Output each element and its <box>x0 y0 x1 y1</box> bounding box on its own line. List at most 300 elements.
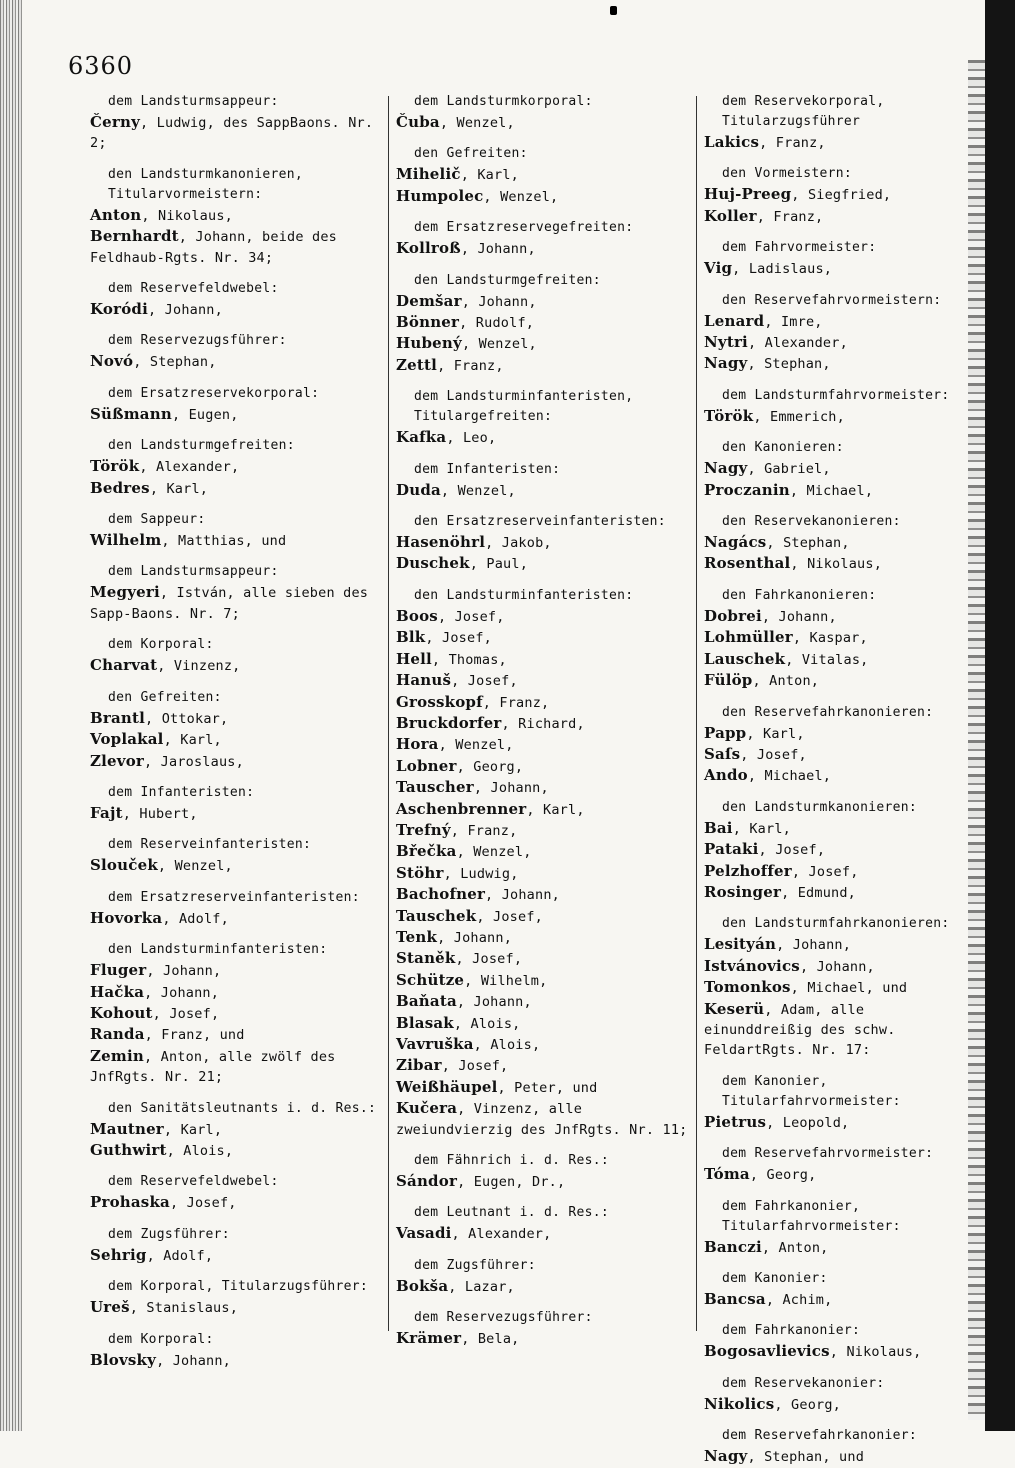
surname: Vavruška <box>396 1035 474 1053</box>
given-name: , Alois, <box>473 1037 541 1053</box>
surname: Bokša <box>396 1276 449 1295</box>
surname: Hasenöhrl <box>396 533 486 552</box>
surname: Duschek <box>396 554 470 573</box>
rank-heading: dem Sappeur: <box>108 512 206 528</box>
surname: Nagy <box>704 354 748 373</box>
name-entry <box>704 882 972 903</box>
rank-heading: dem Ersatzreservekorporal: <box>108 385 320 401</box>
surname: Dobrei <box>704 606 762 625</box>
given-name: , Johann, <box>460 241 536 258</box>
name-entry <box>90 112 382 154</box>
surname: Brantl <box>90 708 146 727</box>
given-name: , Wenzel, <box>461 336 537 353</box>
name-entry <box>396 1276 688 1297</box>
name-entry <box>704 934 972 955</box>
rank-heading: den Reservekanonieren: <box>722 514 901 530</box>
name-entry <box>396 1013 688 1034</box>
name-entry <box>90 404 382 425</box>
surname: Nagy <box>704 1447 748 1466</box>
surname: Hell <box>396 649 432 668</box>
name-entry <box>704 1446 972 1467</box>
given-name: , Stephan, <box>766 535 850 552</box>
given-name: , Alois, <box>453 1015 521 1032</box>
given-name: , Wenzel, <box>456 844 532 861</box>
rank-heading: dem Infanteristen: <box>108 784 255 800</box>
given-name: , Josef, <box>451 673 518 690</box>
name-entry <box>396 355 688 376</box>
name-entry <box>396 692 688 713</box>
name-entry <box>704 480 972 501</box>
surname: Bai <box>704 818 733 837</box>
surname: Charvat <box>90 656 158 675</box>
name-entry <box>704 861 972 882</box>
name-entry <box>396 884 688 905</box>
name-entry <box>396 1077 688 1098</box>
given-name: , Jakob, <box>485 535 552 552</box>
surname: Schütze <box>396 970 465 989</box>
given-name: , Johann, <box>156 1352 232 1369</box>
surname: Hubený <box>396 334 462 353</box>
name-entry <box>90 960 382 981</box>
rank-heading: den Landsturmgefreiten: <box>108 438 295 454</box>
given-name: , Nikolaus, <box>141 207 233 224</box>
given-name: , Karl, <box>163 732 222 749</box>
name-entry <box>396 906 688 927</box>
name-entry <box>704 818 972 839</box>
name-entry <box>704 258 972 279</box>
given-name: , Siegfried, <box>791 187 892 204</box>
given-name: , Michael, und <box>790 980 908 997</box>
surname: Proczanin <box>704 480 790 499</box>
name-entry <box>396 670 688 691</box>
name-entry <box>396 427 688 448</box>
given-name: , Karl, <box>746 725 805 742</box>
rank-heading: dem Landsturmsappeur: <box>108 94 279 109</box>
given-name: , István, alle sieben des Sapp-Baons. Nr. 7; <box>90 585 369 622</box>
given-name: , Georg, <box>774 1396 842 1413</box>
name-entry <box>704 311 972 332</box>
name-entry <box>90 351 382 372</box>
surname: Hora <box>396 735 439 754</box>
name-entry <box>704 627 972 648</box>
given-name: , Lazar, <box>448 1278 515 1295</box>
surname: Grosskopf <box>396 692 483 711</box>
surname: Nikolics <box>704 1394 775 1413</box>
name-entry <box>396 480 688 501</box>
surname: Tenk <box>396 927 438 946</box>
surname: Lesityán <box>704 935 777 954</box>
rank-heading: den Landsturmkanonieren: <box>722 799 918 815</box>
given-name: , Anton, alle zwölf des JnfRgts. Nr. 21; <box>90 1048 336 1086</box>
name-entry <box>90 1046 382 1088</box>
scan-left-edge <box>0 0 22 1431</box>
given-name: , Franz, und <box>144 1027 245 1044</box>
given-name: , Ludwig, des SappBaons. Nr. 2; <box>90 115 374 152</box>
given-name: , Josef, <box>169 1195 237 1212</box>
rank-heading: den Fahrkanonieren: <box>722 587 877 603</box>
surname: Lohmüller <box>704 628 793 647</box>
ink-mark <box>610 6 617 15</box>
rank-heading: den Landsturmgefreiten: <box>414 272 601 288</box>
name-entry <box>396 756 688 777</box>
given-name: , Vinzenz, alle zweiundvierzig des JnfRgts. Nr. 11; <box>396 1101 688 1138</box>
given-name: , Georg, <box>749 1167 817 1184</box>
name-entry <box>396 627 688 648</box>
given-name: , Leopold, <box>766 1114 850 1131</box>
given-name: , Josef, <box>791 863 859 880</box>
name-entry <box>90 855 382 876</box>
name-entry <box>90 1140 382 1161</box>
given-name: , Wilhelm, <box>464 972 548 989</box>
rank-heading: den Gefreiten: <box>414 146 528 162</box>
surname: Nagy <box>704 459 748 478</box>
rank-heading: dem Reservezugsführer: <box>414 1310 593 1326</box>
given-name: , Franz, <box>759 135 826 151</box>
surname: Lakics <box>704 133 760 151</box>
surname: Kafka <box>396 428 447 447</box>
given-name: , Josef, <box>441 1058 509 1075</box>
given-name: , Franz, <box>450 822 518 839</box>
given-name: , Thomas, <box>431 651 507 668</box>
given-name: , Michael, <box>747 768 832 785</box>
given-name: , Franz, <box>482 694 550 711</box>
rank-heading: den Landsturmfahrkanonieren: <box>722 916 950 932</box>
name-entry <box>396 799 688 820</box>
column-rule <box>388 96 389 1331</box>
given-name: , Adolf, <box>146 1247 214 1264</box>
name-entry <box>704 723 972 744</box>
surname: Zemin <box>90 1046 144 1065</box>
name-entry <box>704 1112 972 1133</box>
name-entry <box>90 478 382 499</box>
given-name: , Wenzel, <box>438 737 514 754</box>
name-entry <box>704 1164 972 1185</box>
surname: Čuba <box>396 113 440 131</box>
name-entry <box>704 1341 972 1362</box>
name-entry <box>396 1098 688 1140</box>
rank-heading: dem Korporal: <box>108 1331 214 1347</box>
text-column-1 <box>90 92 382 1371</box>
surname: Tauscher <box>396 778 474 797</box>
surname: Boos <box>396 606 438 625</box>
surname: Megyeri <box>90 583 160 602</box>
given-name: , Johann, <box>148 302 223 319</box>
name-entry <box>90 982 382 1003</box>
name-entry <box>90 530 382 551</box>
given-name: , Stanislaus, <box>129 1300 239 1317</box>
given-name: , Karl, <box>526 801 585 818</box>
surname: Vig <box>704 259 733 278</box>
given-name: , Johann, <box>485 887 560 904</box>
name-entry <box>396 333 688 354</box>
name-entry <box>90 1192 382 1213</box>
scan-right-edge <box>985 0 1015 1431</box>
name-entry <box>396 841 688 862</box>
surname: Bachofner <box>396 885 486 904</box>
name-entry <box>704 553 972 574</box>
name-entry <box>90 751 382 772</box>
surname: Saſs <box>704 744 741 763</box>
name-entry <box>90 708 382 729</box>
name-entry <box>90 908 382 929</box>
name-entry <box>396 112 688 133</box>
rank-heading: den Vormeistern: <box>722 166 853 182</box>
surname: Guthwirt <box>90 1140 167 1159</box>
given-name: , Eugen, Dr., <box>457 1174 566 1191</box>
name-entry <box>704 839 972 860</box>
surname: Stöhr <box>396 863 444 882</box>
rank-heading: dem Landsturmkorporal: <box>414 94 593 109</box>
given-name: , Adolf, <box>162 910 229 927</box>
rank-heading: dem Kanonier: <box>722 1271 828 1286</box>
surname: Pelzhoffer <box>704 861 792 880</box>
given-name: , Imre, <box>764 313 823 330</box>
name-entry <box>704 670 972 691</box>
surname: Zettl <box>396 355 438 374</box>
surname: Kučera <box>396 1099 458 1118</box>
given-name: , Stephan, und <box>747 1449 865 1466</box>
surname: Černy <box>90 113 141 131</box>
surname: Aschenbrenner <box>396 799 527 818</box>
surname: Hanuš <box>396 671 452 690</box>
given-name: , Rudolf, <box>459 315 535 332</box>
name-entry <box>704 1237 972 1258</box>
surname: Bruckdorfer <box>396 713 502 732</box>
name-entry <box>90 582 382 624</box>
surname: Koller <box>704 206 757 225</box>
given-name: , Josef, <box>455 951 523 968</box>
surname: Vasadi <box>396 1224 452 1243</box>
name-entry <box>396 291 688 312</box>
surname: Török <box>704 406 754 425</box>
page-number: 6360 <box>68 52 134 80</box>
surname: Sándor <box>396 1172 458 1191</box>
given-name: , Josef, <box>425 630 492 647</box>
name-entry <box>396 532 688 553</box>
name-entry <box>704 406 972 427</box>
surname: Demšar <box>396 291 462 310</box>
name-entry <box>396 238 688 259</box>
given-name: , Eugen, <box>171 406 239 423</box>
given-name: , Josef, <box>758 842 826 859</box>
given-name: , Anton, <box>752 673 820 690</box>
name-entry <box>396 606 688 627</box>
given-name: , Nikolaus, <box>829 1344 922 1361</box>
text-column-3 <box>704 92 972 1468</box>
surname: Tauschek <box>396 906 477 925</box>
given-name: , Johann, <box>776 937 852 954</box>
surname: Bedres <box>90 478 150 497</box>
given-name: , Wenzel, <box>440 482 516 499</box>
rank-heading: den Kanonieren: <box>722 440 844 456</box>
given-name: , Wenzel, <box>483 188 559 205</box>
surname: Pataki <box>704 840 759 859</box>
rank-heading: dem Fahrkanonier: <box>722 1323 861 1339</box>
given-name: , Matthias, und <box>161 533 287 550</box>
surname: Blasak <box>396 1013 454 1032</box>
rank-heading: dem Kanonier, Titularfahrvormeister: <box>722 1073 901 1109</box>
name-entry <box>704 744 972 765</box>
surname: Ando <box>704 766 748 785</box>
rank-heading: dem Korporal: <box>108 637 214 653</box>
name-entry <box>90 456 382 477</box>
given-name: , Emmerich, <box>753 408 845 425</box>
name-entry <box>704 956 972 977</box>
given-name: , Ottokar, <box>145 710 229 727</box>
surname: Lenard <box>704 311 765 330</box>
name-entry <box>396 863 688 884</box>
given-name: , Johann, <box>144 984 220 1001</box>
name-entry <box>396 164 688 185</box>
name-entry <box>396 1034 688 1055</box>
name-entry <box>704 184 972 205</box>
given-name: , Karl, <box>149 480 209 497</box>
given-name: , Franz, <box>756 208 824 225</box>
given-name: , Alois, <box>166 1142 234 1159</box>
surname: Mautner <box>90 1119 164 1138</box>
name-entry <box>90 226 382 268</box>
rank-heading: dem Fahrvormeister: <box>722 240 877 256</box>
name-entry <box>396 1171 688 1192</box>
surname: Keserü <box>704 999 765 1018</box>
given-name: , Johann, <box>761 608 837 625</box>
rank-heading: den Sanitätsleutnants i. d. Res.: <box>108 1100 377 1116</box>
rank-heading: dem Reservefahrvormeister: <box>722 1146 934 1162</box>
rank-heading: dem Reservefahrkanonier: <box>722 1428 918 1444</box>
name-entry <box>396 649 688 670</box>
surname: Koródi <box>90 300 149 319</box>
surname: Kollroß <box>396 239 461 258</box>
given-name: , Johann, <box>799 958 875 975</box>
surname: Lobner <box>396 756 457 775</box>
name-entry <box>90 1003 382 1024</box>
name-entry <box>396 970 688 991</box>
surname: Weißhäupel <box>396 1077 498 1096</box>
rank-heading: den Reservefahrkanonieren: <box>722 704 934 720</box>
name-entry <box>90 299 382 320</box>
given-name: , Peter, und <box>497 1079 598 1096</box>
rank-heading: dem Reservefeldwebel: <box>108 281 279 297</box>
rank-heading: den Reservefahrvormeistern: <box>722 292 942 308</box>
given-name: , Stephan, <box>133 354 217 371</box>
rank-heading: dem Reservekorporal, Titularzugsführer <box>722 94 885 129</box>
rank-heading: dem Zugsführer: <box>108 1226 230 1242</box>
name-entry <box>396 312 688 333</box>
surname: Zlevor <box>90 751 145 770</box>
given-name: , Stephan, <box>747 356 831 373</box>
surname: Papp <box>704 723 747 742</box>
rank-heading: dem Fähnrich i. d. Res.: <box>414 1153 610 1169</box>
name-entry <box>704 458 972 479</box>
surname: Sehrig <box>90 1245 147 1264</box>
name-entry <box>704 606 972 627</box>
surname: Randa <box>90 1025 145 1044</box>
surname: Blovsky <box>90 1350 157 1369</box>
surname: Staněk <box>396 949 456 968</box>
rank-heading: dem Landsturminfanteristen, Titulargefreiten: <box>414 389 634 425</box>
surname: Rosenthal <box>704 554 791 573</box>
given-name: , Richard, <box>501 715 585 732</box>
name-entry <box>396 186 688 207</box>
surname: Kohout <box>90 1003 153 1022</box>
surname: Wilhelm <box>90 531 162 550</box>
surname: Bancsa <box>704 1290 766 1308</box>
surname: Blk <box>396 628 426 647</box>
surname: Bönner <box>396 313 460 332</box>
name-entry <box>704 765 972 786</box>
surname: Pietrus <box>704 1112 767 1131</box>
name-entry <box>90 205 382 226</box>
surname: Trefný <box>396 820 451 839</box>
name-entry <box>396 734 688 755</box>
name-entry <box>396 991 688 1012</box>
rank-heading: dem Leutnant i. d. Res.: <box>414 1205 610 1221</box>
rank-heading: dem Reservekanonier: <box>722 1375 885 1391</box>
surname: Török <box>90 457 140 476</box>
given-name: , Johann, <box>456 994 532 1011</box>
name-entry <box>704 206 972 227</box>
surname: Ureš <box>90 1298 130 1317</box>
rank-heading: den Landsturminfanteristen: <box>108 942 328 958</box>
given-name: , Johann, <box>437 929 513 946</box>
given-name: , Bela, <box>461 1331 520 1348</box>
name-entry <box>396 820 688 841</box>
rank-heading: dem Landsturmsappeur: <box>108 564 279 580</box>
name-entry <box>396 927 688 948</box>
surname: Tomonkos <box>704 978 791 997</box>
name-entry <box>704 999 972 1061</box>
name-entry <box>396 948 688 969</box>
name-entry <box>90 1245 382 1266</box>
surname: Nytri <box>704 333 748 352</box>
name-entry <box>396 713 688 734</box>
rank-heading: den Landsturminfanteristen: <box>414 587 634 603</box>
surname: Bernhardt <box>90 227 179 246</box>
given-name: , Jaroslaus, <box>144 753 244 770</box>
name-entry <box>90 1024 382 1045</box>
given-name: , Leo, <box>446 430 497 447</box>
given-name: , Karl, <box>732 820 791 837</box>
surname: Nagács <box>704 533 767 552</box>
surname: Zibar <box>396 1056 442 1075</box>
given-name: , Josef, <box>152 1005 220 1022</box>
rank-heading: dem Reservezugsführer: <box>108 333 287 349</box>
given-name: , Achim, <box>765 1292 833 1308</box>
given-name: , Wenzel, <box>157 858 233 875</box>
given-name: , Vitalas, <box>785 651 869 668</box>
name-entry <box>396 553 688 574</box>
text-column-2 <box>396 92 688 1350</box>
name-entry <box>704 1289 972 1310</box>
surname: Novó <box>90 352 134 371</box>
rank-heading: dem Korporal, Titularzugsführer: <box>108 1279 369 1295</box>
name-entry <box>396 777 688 798</box>
surname: Humpolec <box>396 186 484 205</box>
name-entry <box>90 655 382 676</box>
given-name: , Georg, <box>456 758 524 775</box>
surname: Bogosavlievics <box>704 1342 830 1361</box>
surname: Hovorka <box>90 908 163 927</box>
given-name: , Josef, <box>437 608 505 625</box>
given-name: , Anton, <box>761 1239 829 1256</box>
given-name: , Ladislaus, <box>732 261 833 278</box>
rank-heading: den Ersatzreserveinfanteristen: <box>414 514 666 530</box>
rank-heading: den Landsturmkanonieren, Titularvormeistern: <box>108 166 304 202</box>
given-name: , Gabriel, <box>747 461 831 478</box>
rank-heading: den Gefreiten: <box>108 689 222 705</box>
given-name: , Ludwig, <box>443 865 519 882</box>
rank-heading: dem Zugsführer: <box>414 1257 536 1273</box>
